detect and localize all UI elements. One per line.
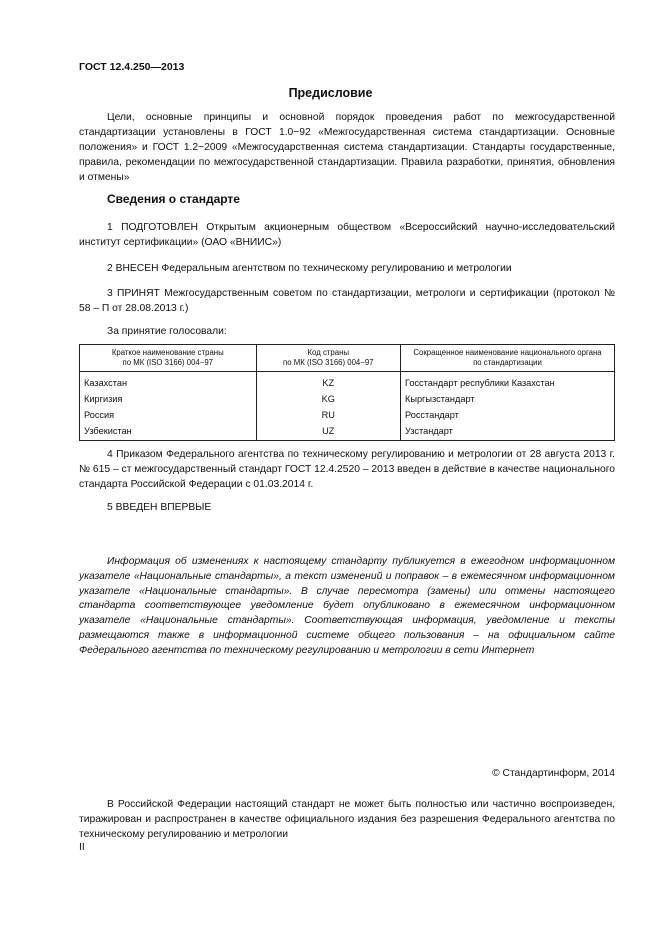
- table-header-row: [80, 345, 615, 372]
- cell-code: KG: [256, 391, 400, 407]
- preface-text-body: Цели, основные принципы и основной порядок проведения работ по межгосударственной стандартизации установлены в ГОСТ 1.0−92 «Межгосударственная система стандартизации. Основные положения» и ГОСТ 1.2−2009 «Межгосударственная система стандартизации. Стандарты государственные, правила, рекомендации по межгосударственной стандартизации. Правила разработки, принятия, обновления и отмены»: [79, 112, 615, 183]
- cell-code: UZ: [256, 423, 400, 441]
- table-row: [80, 407, 615, 423]
- header-code: Код страны по МК (ISO 3166) 004−97: [256, 345, 400, 372]
- info-section-title: Сведения о стандарте: [107, 192, 240, 206]
- header-body: Сокращенное наименование национального органа по стандартизации: [400, 345, 614, 372]
- cell-body: Узстандарт: [400, 423, 614, 441]
- voting-table: [79, 344, 615, 441]
- info-item-1-text: 1 ПОДГОТОВЛЕН Открытым акционерным обществом «Всероссийский научно-исследовательский институт сертификации» (ОАО «ВНИИС»): [79, 222, 615, 248]
- legal-notice-text: В Российской Федерации настоящий стандарт не может быть полностью или частично воспроизведен, тиражирован и распространен в качестве официального издания без разрешения Федерального агентства по техническому регулированию и метрологии: [79, 799, 615, 840]
- cell-code: KZ: [256, 372, 400, 392]
- table-row: [80, 372, 615, 392]
- cell-country: Казахстан: [80, 372, 257, 392]
- copyright: © Стандартинформ, 2014: [492, 768, 615, 779]
- header-country: Краткое наименование страны по МК (ISO 3166) 004−97: [80, 345, 257, 372]
- table-row: [80, 391, 615, 407]
- cell-code: RU: [256, 407, 400, 423]
- info-item-2-text: 2 ВНЕСЕН Федеральным агентством по техническому регулированию и метрологии: [107, 263, 512, 274]
- page-number: II: [79, 842, 85, 853]
- preface-title: Предисловие: [288, 86, 373, 100]
- table-row: [80, 423, 615, 441]
- document-code: ГОСТ 12.4.250—2013: [79, 61, 185, 73]
- cell-body: Кыргызстандарт: [400, 391, 614, 407]
- cell-body: Госстандарт республики Казахстан: [400, 372, 614, 392]
- preface-text: [79, 110, 615, 185]
- change-notice-text: Информация об изменениях к настоящему стандарту публикуется в ежегодном информационном указателе «Национальные стандарты», а текст изменений и поправок – в ежемесячном информационном указателе «Национальные стандарты». В случае пересмотра (замены) или отмены настоящего стандарта соответствующее уведомление будет опубликовано в ежемесячном информационном указателе «Национальные стандарты». Соответствующая информация, уведомление и тексты размещаются также в информационной системе общего пользования – на официальном сайте Федерального агентства по техническому регулированию и метрологии в сети Интернет: [79, 556, 615, 656]
- info-item-3: [79, 286, 615, 316]
- info-item-4: [79, 447, 615, 492]
- cell-country: Киргизия: [80, 391, 257, 407]
- legal-notice: [79, 797, 615, 842]
- cell-country: Узбекистан: [80, 423, 257, 441]
- cell-country: Россия: [80, 407, 257, 423]
- info-item-5: 5 ВВЕДЕН ВПЕРВЫЕ: [107, 502, 212, 513]
- info-item-4-text: 4 Приказом Федерального агентства по техническому регулированию и метрологии от 28 августа 2013 г. № 615 – ст межгосударственный стандарт ГОСТ 12.4.2520 – 2013 введен в действие в качестве национального стандарта Российской Федерации с 01.03.2014 г.: [79, 449, 615, 490]
- voted-label: За принятие голосовали:: [107, 326, 227, 337]
- info-item-1: [79, 220, 615, 250]
- cell-body: Росстандарт: [400, 407, 614, 423]
- info-item-3-text: 3 ПРИНЯТ Межгосударственным советом по стандартизации, метрологи и сертификации (протокол № 58 – П от 28.08.2013 г.): [79, 288, 615, 314]
- change-notice: [79, 555, 615, 659]
- info-item-2: [79, 261, 615, 276]
